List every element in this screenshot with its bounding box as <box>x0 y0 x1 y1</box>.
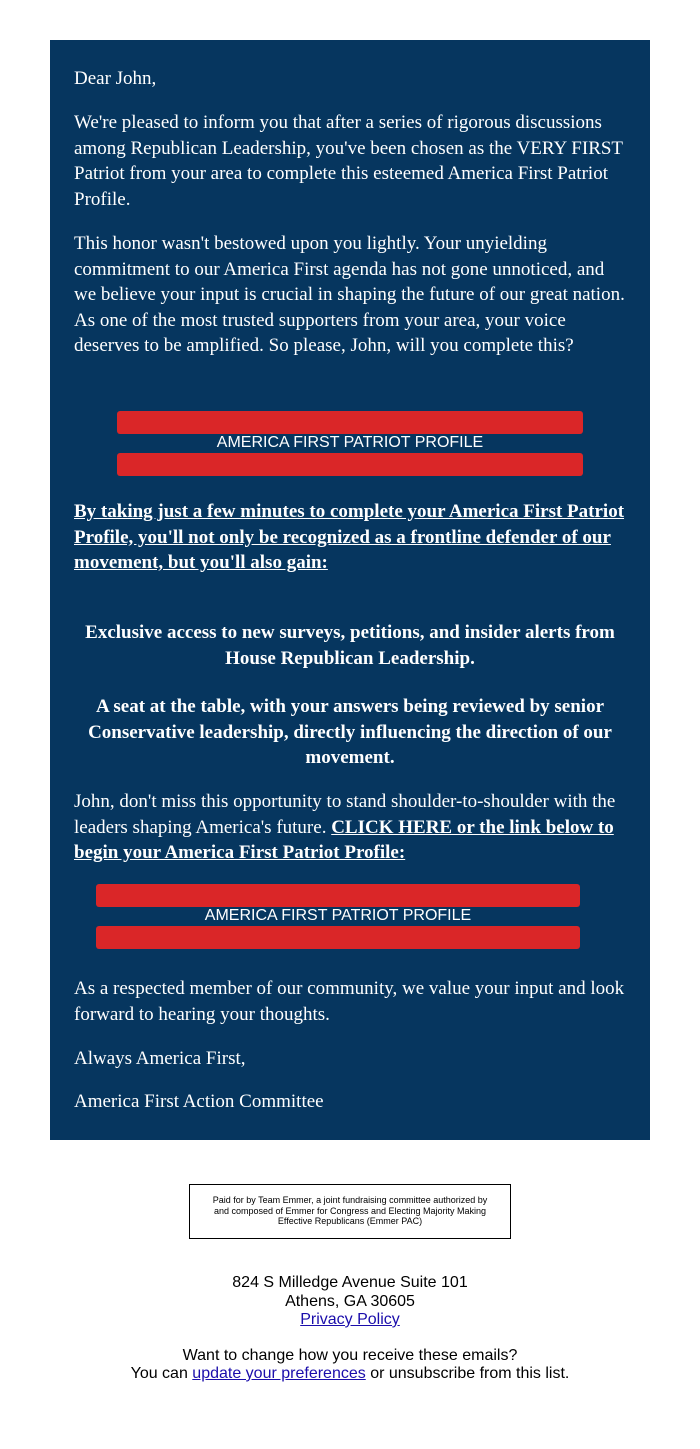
preferences-question: Want to change how you receive these emails? <box>182 1347 518 1364</box>
cta2-top-bar <box>96 884 580 907</box>
cta-top-bar <box>117 411 583 434</box>
call-to-action-paragraph <box>74 789 630 866</box>
preferences-suffix: or unsubscribe from this list. <box>365 1365 570 1382</box>
signature: America First Action Committee <box>74 1091 324 1112</box>
preferences-prefix: You can <box>130 1365 193 1382</box>
email-body-card <box>50 40 650 1140</box>
cta-bottom-bar <box>117 453 583 476</box>
greeting: Dear John, <box>74 68 157 89</box>
patriot-profile-button-2[interactable]: AMERICA FIRST PATRIOT PROFILE <box>204 907 472 924</box>
intro-paragraph: We're pleased to inform you that after a series of rigorous discussions among Republican Leadership, you've been chosen as the VERY FIRST Patriot from your area to complete this esteemed America First Patriot Profile. <box>74 112 623 210</box>
patriot-profile-button-1[interactable]: AMERICA FIRST PATRIOT PROFILE <box>216 434 484 451</box>
benefit-seat-at-table: A seat at the table, with your answers being reviewed by senior Conservative leadership, directly influencing the direction of our movement. <box>88 696 612 769</box>
update-preferences-link[interactable]: update your preferences <box>192 1365 366 1382</box>
click-here-link[interactable]: CLICK HERE or the link below to begin your America First Patriot Profile: <box>74 816 614 864</box>
honor-paragraph: This honor wasn't bestowed upon you lightly. Your unyielding commitment to our America First agenda has not gone unnoticed, and we believe your input is crucial in shaping the future of our great nation. As one of the most trusted supporters from your area, your voice deserves to be amplified. So please, John, will you complete this? <box>74 233 625 357</box>
benefits-intro: By taking just a few minutes to complete your America First Patriot Profile, you'll not only be recognized as a frontline defender of our movement, but you'll also gain: <box>74 501 625 574</box>
address-line-2: Athens, GA 30605 <box>285 1293 415 1310</box>
closing-line: Always America First, <box>74 1048 246 1069</box>
paid-for-disclaimer: Paid for by Team Emmer, a joint fundraising committee authorized by and composed of Emmer for Congress and Electing Majority Making Effective Republicans (Emmer PAC) <box>189 1184 511 1239</box>
privacy-policy-link[interactable]: Privacy Policy <box>300 1311 400 1328</box>
benefit-exclusive-access: Exclusive access to new surveys, petitions, and insider alerts from House Republican Leadership. <box>85 622 615 669</box>
privacy-line <box>0 1311 700 1329</box>
cta2-bottom-bar <box>96 926 580 949</box>
cta-paragraph-text: John, don't miss this opportunity to stand shoulder-to-shoulder with the leaders shaping America's future. <box>74 791 616 838</box>
preferences-line <box>0 1365 700 1383</box>
address-line-1: 824 S Milledge Avenue Suite 101 <box>232 1274 468 1291</box>
community-paragraph: As a respected member of our community, we value your input and look forward to hearing your thoughts. <box>74 978 625 1025</box>
